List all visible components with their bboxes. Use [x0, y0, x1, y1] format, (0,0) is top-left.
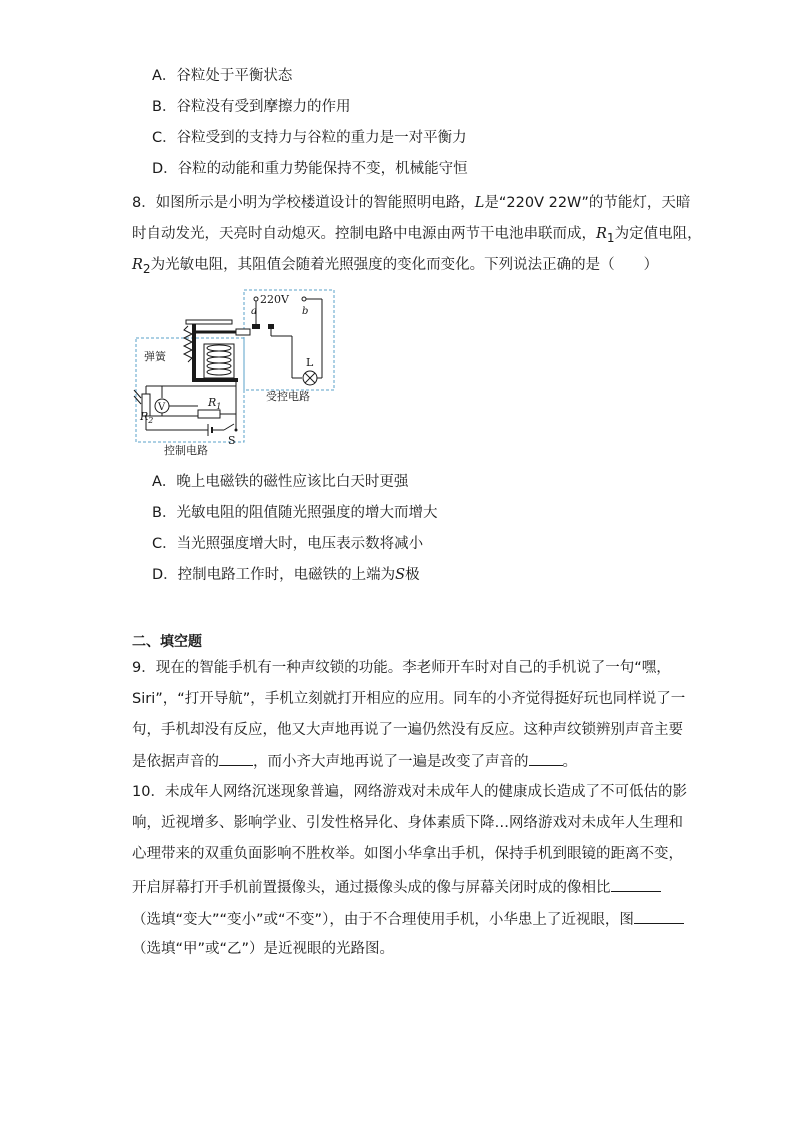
q8-stem-text: 为光敏电阻，其阻值会随着光照强度的变化而变化。下列说法正确的是（ ） — [150, 257, 659, 273]
q8-stem-text: 为定值电阻， — [614, 226, 702, 242]
contact-a-label: a — [251, 306, 257, 317]
contact-a — [252, 324, 260, 329]
electromagnet-coil — [207, 345, 231, 351]
q10-line-3: 心理带来的双重负面影响不胜枚举。如图小华拿出手机，保持手机到眼镜的距离不变， — [132, 846, 683, 862]
q10-line-2: 响，近视增多、影响学业、引发性格异化、身体素质下降…网络游戏对未成年人生理和 — [132, 815, 683, 831]
q8-stem-line-2 — [132, 224, 702, 248]
controlled-circuit-label: 受控电路 — [266, 390, 310, 403]
q8-option-d-symbol: S — [395, 567, 406, 583]
q8-option-d-text: 极 — [405, 567, 420, 583]
voltage-label: 220V — [260, 293, 289, 306]
q8-option-c: C．当光照强度增大时，电压表示数将减小 — [152, 536, 424, 552]
q9-text: ，而小齐大声地再说了一遍是改变了声音的 — [253, 754, 529, 770]
answer-blank[interactable] — [611, 877, 661, 892]
r1-label: $R_1$ — [208, 396, 222, 411]
electromagnet-coil — [207, 351, 231, 357]
q9-line-3: 句，手机却没有反应，他又大声地再说了一遍仍然没有反应。这种声纹锁辨别声音主要 — [132, 722, 683, 738]
q9-text: 是依据声音的 — [132, 754, 219, 770]
q9-line-4 — [132, 751, 577, 772]
voltmeter-label: V — [158, 402, 166, 413]
controlled-circuit-box — [244, 290, 334, 390]
q7-option-a: A．谷粒处于平衡状态 — [152, 68, 293, 84]
switch-icon — [224, 424, 234, 430]
electromagnet-coil — [207, 357, 231, 363]
electromagnet-coil — [207, 363, 231, 369]
switch-icon — [235, 429, 238, 432]
q7-option-d: D．谷粒的动能和重力势能保持不变，机械能守恒 — [152, 161, 468, 177]
lamp-label: L — [306, 356, 314, 369]
spring-icon — [184, 326, 192, 362]
q8-symbol-l: L — [474, 195, 485, 211]
q9-text: 。 — [562, 754, 577, 770]
q8-stem-line-1 — [132, 193, 690, 213]
q7-option-b: B．谷粒没有受到摩擦力的作用 — [152, 99, 351, 115]
q8-symbol-r1: R — [596, 226, 607, 242]
q8-option-d — [152, 565, 420, 585]
armature-contact — [236, 329, 250, 335]
electromagnet-coil — [207, 369, 231, 375]
q8-option-b: B．光敏电阻的阻值随光照强度的增大而增大 — [152, 505, 438, 521]
q9-line-1: 9．现在的智能手机有一种声纹锁的功能。李老师开车时对自己的手机说了一句“嘿， — [132, 660, 671, 676]
support-bar — [186, 320, 232, 324]
answer-blank[interactable] — [219, 751, 253, 766]
q10-line-4 — [132, 877, 661, 898]
q9-line-2: Siri”，“打开导航”，手机立刻就打开相应的应用。同车的小齐觉得挺好玩也同样说了一 — [132, 691, 686, 707]
q7-option-c: C．谷粒受到的支持力与谷粒的重力是一对平衡力 — [152, 130, 467, 146]
q10-text: （选填“变大”“变小”或“不变”），由于不合理使用手机，小华患上了近视眼，图 — [132, 912, 634, 928]
contact-b-label: b — [302, 306, 309, 317]
q8-stem-text: 8．如图所示是小明为学校楼道设计的智能照明电路， — [132, 195, 475, 211]
q8-stem-text: 时自动发光，天亮时自动熄灭。控制电路中电源由两节干电池串联而成， — [132, 226, 596, 242]
q8-stem-text: 是“220V 22W”的节能灯，天暗 — [484, 195, 691, 211]
answer-blank[interactable] — [529, 751, 563, 766]
switch-label: S — [228, 434, 236, 447]
answer-blank[interactable] — [634, 909, 684, 924]
q10-line-6: （选填“甲”或“乙”）是近视眼的光路图。 — [132, 941, 395, 957]
q10-line-1: 10．未成年人网络沉迷现象普遍，网络游戏对未成年人的健康成长造成了不可低估的影 — [132, 784, 687, 800]
q8-symbol-r2-subscript: 2 — [142, 261, 151, 276]
q10-line-5 — [132, 909, 684, 930]
q10-text: 开启屏幕打开手机前置摄像头，通过摄像头成的像与屏幕关闭时成的像相比 — [132, 880, 611, 896]
q8-option-d-text: D．控制电路工作时，电磁铁的上端为 — [152, 567, 396, 583]
contact-b — [268, 324, 274, 329]
section-heading: 二、填空题 — [132, 634, 202, 650]
q8-stem-line-3 — [132, 255, 658, 279]
r2-label: $R_2$ — [140, 410, 154, 425]
terminal-right — [302, 297, 306, 301]
base-plate — [192, 378, 238, 382]
pivot-post — [192, 324, 196, 380]
q8-option-a: A．晚上电磁铁的磁性应该比白天时更强 — [152, 474, 409, 490]
q8-symbol-r2: R — [132, 257, 143, 273]
terminal-left — [254, 297, 258, 301]
resistor-r1-icon — [198, 410, 220, 418]
circuit-diagram — [132, 286, 342, 458]
control-circuit-label: 控制电路 — [164, 444, 208, 457]
spring-label: 弹簧 — [144, 350, 166, 363]
q8-symbol-r1-subscript: 1 — [606, 230, 615, 245]
q8-circuit-figure — [132, 286, 342, 458]
